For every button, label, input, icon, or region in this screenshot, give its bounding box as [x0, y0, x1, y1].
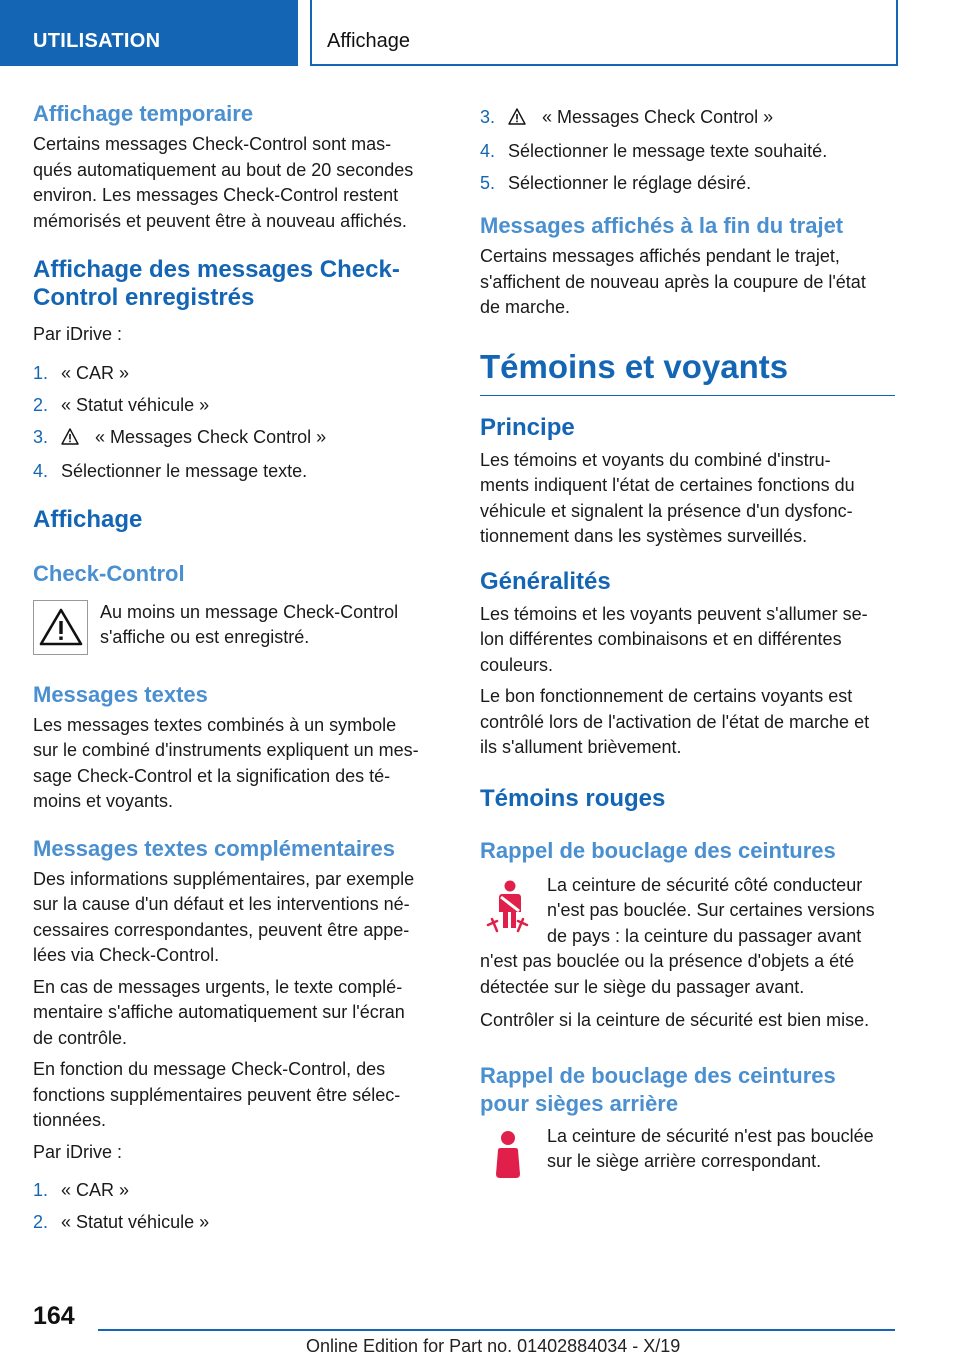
temporary-display-text: Certains messages Check-Control sont mas- qués automatiquement au bout de 20 secondes environ. Les messages Check-Control restent mémorisés et peuvent être à nouveau affichés.	[33, 134, 414, 231]
list-item: 1. « CAR »	[33, 362, 130, 383]
heading-stored-messages: Affichage des messages Check- Control enregistrés	[33, 256, 400, 311]
seatbelt-block	[480, 873, 895, 950]
list-item: 2. « Statut véhicule »	[33, 1212, 210, 1232]
supplementary-text-1: Des informations supplémentaires, par exemple sur la cause d'un défaut et les interventions né- cessaires correspondantes, peuvent être appe- lées via Check-Control.	[33, 868, 415, 965]
warning-triangle-icon	[61, 428, 79, 450]
general-text-2: Le bon fonctionnement de certains voyants est contrôlé lors de l'activation de l'état de marche et ils s'allument brièvement.	[480, 686, 870, 757]
list-item: 1. « CAR »	[33, 1180, 130, 1200]
principle-text: Les témoins et voyants du combiné d'instru- ments indiquent l'état de certaines fonctions du véhicule et signalent la présence d'un dysfonc- tionnement dans les systèmes surveillés.	[480, 449, 855, 546]
general-text-1: Les témoins et les voyants peuvent s'allumer se- lon différentes combinaisons et en différentes couleurs.	[480, 603, 868, 675]
steps-list-1	[33, 362, 445, 482]
rear-seatbelt-icon	[480, 1124, 535, 1180]
heading-red-indicators: Témoins rouges	[480, 784, 666, 812]
check-control-block	[33, 600, 445, 655]
list-item: 3. « Messages Check Control »	[33, 426, 445, 450]
heading-principle: Principe	[480, 413, 575, 441]
check-control-text: Au moins un message Check-Control s'affiche ou est enregistré.	[100, 601, 399, 647]
section-label: UTILISATION	[33, 30, 161, 52]
edition-note: Online Edition for Part no. 01402884034 - X/19	[306, 1336, 681, 1356]
heading-end-of-trip: Messages affichés à la fin du trajet	[480, 213, 844, 238]
rear-seatbelt-block	[480, 1124, 895, 1180]
seatbelt-warning-icon	[480, 873, 535, 935]
heading-rear-seatbelt-reminder: Rappel de bouclage des ceintures pour sièges arrière	[480, 1062, 836, 1116]
heading-affichage: Affichage	[33, 505, 143, 533]
steps-list-2	[33, 1179, 445, 1233]
supplementary-text-3: En fonction du message Check-Control, des fonctions supplémentaires peuvent être sélec- tionnées.	[33, 1059, 401, 1130]
heading-text-messages: Messages textes	[33, 681, 208, 707]
text-messages-text: Les messages textes combinés à un symbole sur le combiné d'instruments expliquent un mes- sage Check-Control et la signification des té- moins et voyants.	[33, 714, 419, 811]
heading-general: Généralités	[480, 567, 611, 595]
list-item: 5. Sélectionner le réglage désiré.	[480, 173, 752, 193]
steps-list-3	[480, 106, 895, 194]
rear-seatbelt-text: La ceinture de sécurité n'est pas bouclée sur le siège arrière correspondant.	[547, 1125, 874, 1171]
left-column	[33, 100, 445, 1243]
seatbelt-check-text: Contrôler si la ceinture de sécurité est bien mise.	[480, 1010, 870, 1030]
end-of-trip-text: Certains messages affichés pendant le trajet, s'affichent de nouveau après la coupure de l'état de marche.	[480, 246, 866, 317]
right-column	[480, 106, 895, 1180]
list-item: 3. « Messages Check Control »	[480, 106, 895, 130]
supplementary-text-2: En cas de messages urgents, le texte complé- mentaire s'affiche automatiquement sur l'écran de contrôle.	[33, 976, 405, 1048]
section-tab	[0, 0, 298, 66]
warning-triangle-icon	[508, 108, 526, 130]
idrive-label: Par iDrive :	[33, 324, 123, 344]
footer-divider	[98, 1329, 895, 1331]
chapter-tab	[310, 0, 898, 66]
heading-indicators: Témoins et voyants	[480, 347, 895, 396]
page-number: 164	[33, 1302, 75, 1330]
seatbelt-text-a: La ceinture de sécurité côté conducteur n'est pas bouclée. Sur certaines versions de pays : la ceinture du passager avant	[547, 874, 875, 946]
idrive-label-2: Par iDrive :	[33, 1141, 123, 1162]
list-item: 4. Sélectionner le message texte souhaité.	[480, 141, 828, 161]
heading-supplementary-messages: Messages textes complémentaires	[33, 835, 395, 861]
heading-check-control: Check-Control	[33, 560, 185, 586]
heading-temporary-display: Affichage temporaire	[33, 101, 254, 126]
chapter-title: Affichage	[327, 30, 411, 52]
list-item: 2. « Statut véhicule »	[33, 394, 210, 415]
list-item: 4. Sélectionner le message texte.	[33, 460, 308, 481]
seatbelt-text-b: n'est pas bouclée ou la présence d'objets a été détectée sur le siège du passager avant.	[480, 951, 855, 997]
heading-seatbelt-reminder: Rappel de bouclage des ceintures	[480, 837, 836, 863]
warning-triangle-icon	[33, 600, 88, 655]
